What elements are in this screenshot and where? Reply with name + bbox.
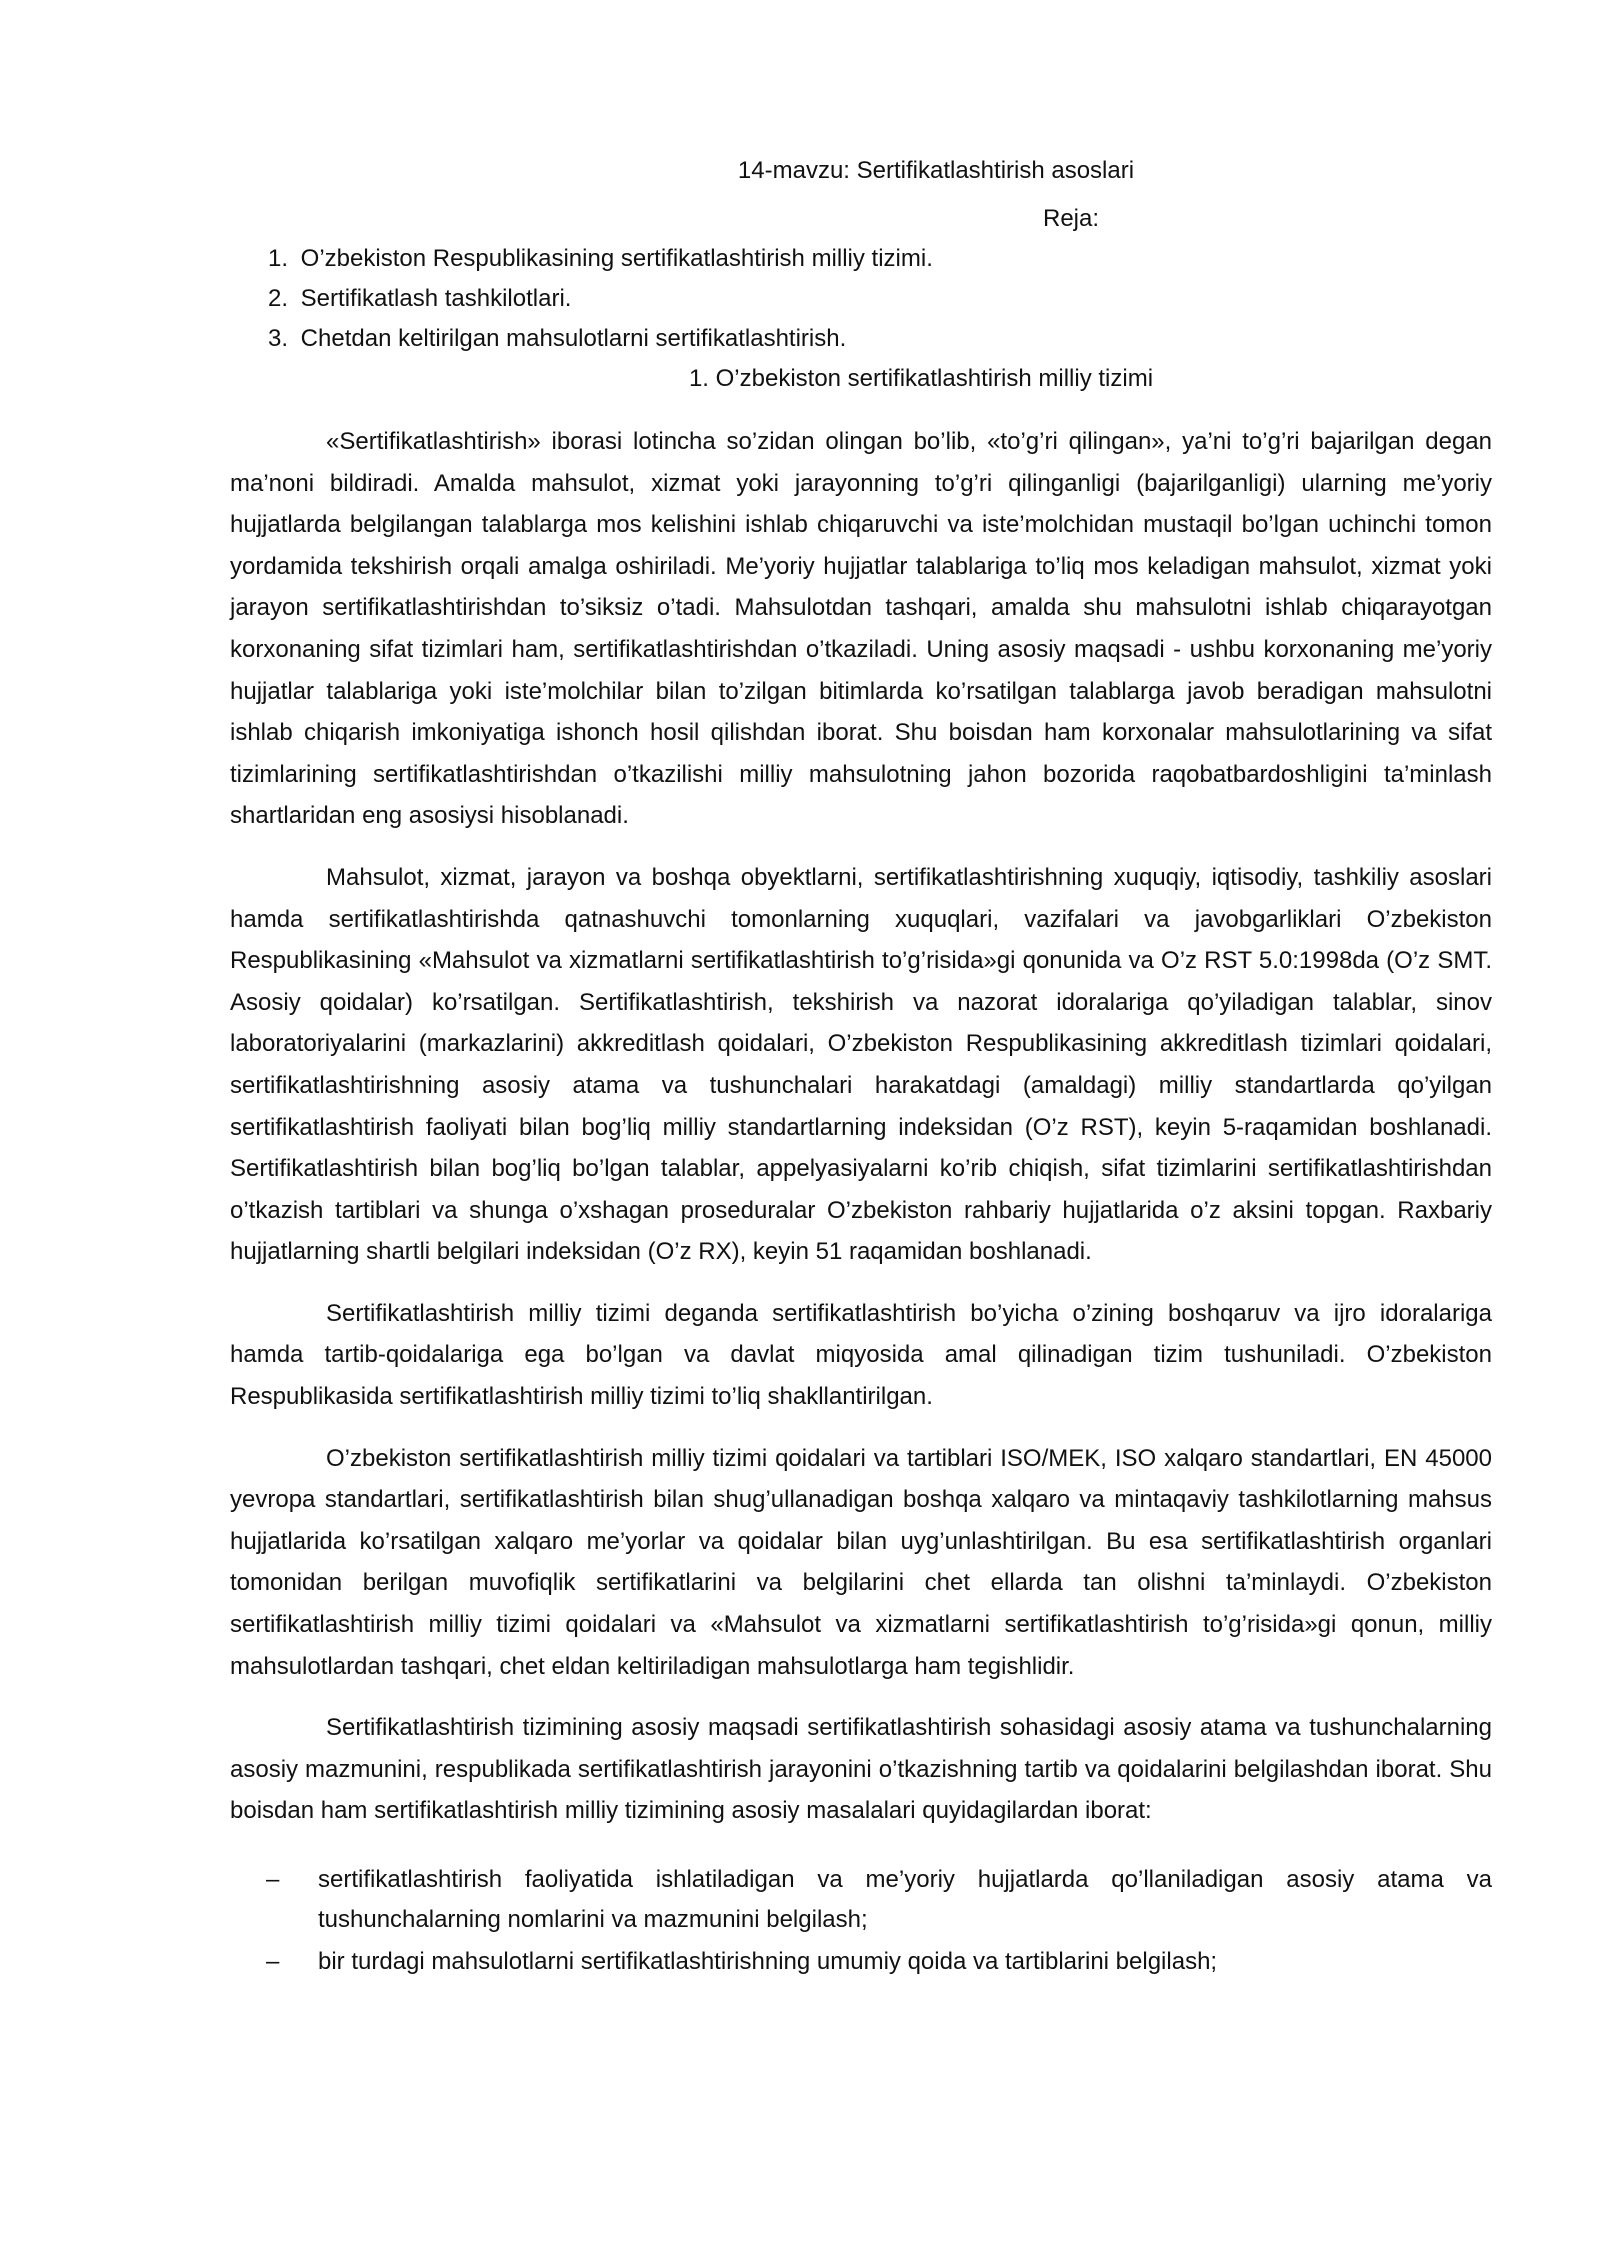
bullet-text: bir turdagi mahsulotlarni sertifikatlashtirishning umumiy qoida va tartiblarini belgilash;: [318, 1948, 1218, 1975]
document-body: [230, 150, 1492, 1984]
bullet-list: [230, 1860, 1492, 1982]
dash-bullet-icon: –: [266, 1948, 280, 1975]
plan-heading: Reja:: [1042, 205, 1100, 232]
bullet-text: sertifikatlashtirish faoliyatida ishlatiladigan va me’yoriy hujjatlarda qo’llaniladigan asosiy atama va tushunchalarning nomlarini va mazmunini belgilash;: [318, 1866, 1492, 1933]
paragraph: Sertifikatlashtirish milliy tizimi deganda sertifikatlashtirish bo’yicha o’zining boshqaruv va ijro idoralariga hamda tartib-qoidalariga ega bo’lgan va davlat miqyosida amal qilinadigan tizim tushuniladi. O’zbekiston Respublikasida sertifikatlashtirish milliy tizimi to’liq shakllantirilgan.: [230, 1299, 1492, 1411]
plan-item-text: Sertifikatlash tashkilotlari.: [300, 285, 572, 312]
paragraph: O’zbekiston sertifikatlashtirish milliy tizimi qoidalari va tartiblari ISO/MEK, ISO xalqaro standartlari, EN 45000 yevropa standartlari, sertifikatlashtirish bilan shug’ullanadigan boshqa xalqaro va mintaqaviy tashkilotlarning mahsus hujjatlarida ko’rsatilgan xalqaro me’yorlar va qoidalar bilan uyg’unlashtirilgan. Bu esa sertifikatlashtirish organlari tomonidan berilgan muvofiqlik sertifikatlarini va belgilarini chet ellarda tan olishni ta’minlaydi. O’zbekiston sertifikatlashtirish milliy tizimi qoidalari va «Mahsulot va xizmatlarni sertifikatlashtirish to’g’risida»gi qonun, milliy mahsulotlardan tashqari, chet eldan keltiriladigan mahsulotlarga ham tegishlidir.: [230, 1444, 1492, 1680]
plan-item: [230, 239, 1492, 279]
plan-item-number: 3.: [268, 325, 289, 352]
dash-bullet-icon: –: [266, 1866, 280, 1893]
paragraph: «Sertifikatlashtirish» iborasi lotincha so’zidan olingan bo’lib, «to’g’ri qilingan», ya’ni to’g’ri bajarilgan degan ma’noni bildiradi. Amalda mahsulot, xizmat yoki jarayonning to’g’ri qilinganligi (bajarilganligi) ularning me’yoriy hujjatlarda belgilangan talablarga mos kelishini ishlab chiqaruvchi va iste’molchidan mustaqil bo’lgan uchinchi tomon yordamida tekshirish orqali amalga oshiriladi. Me’yoriy hujjatlar talablariga to’liq mos keladigan mahsulot, xizmat yoki jarayon sertifikatlashtirishdan to’siksiz o’tadi. Mahsulotdan tashqari, amalda shu mahsulotni ishlab chiqarayotgan korxonaning sifat tizimlari ham, sertifikatlashtirishdan o’tkaziladi. Uning asosiy maqsadi - ushbu korxonaning me’yoriy hujjatlar talablariga yoki iste’molchilar bilan to’zilgan bitimlarda ko’rsatilgan talablarga javob beradigan mahsulotni ishlab chiqarish imkoniyatiga ishonch hosil qilishdan iborat. Shu boisdan ham korxonalar mahsulotlarining va sifat tizimlarining sertifikatlashtirishdan o’tkazilishi milliy mahsulotning jahon bozorida raqobatbardoshligini ta’minlash shartlaridan eng asosiysi hisoblanadi.: [230, 428, 1492, 830]
plan-list: [230, 239, 1492, 359]
plan-item: [230, 279, 1492, 319]
section-heading: 1. O’zbekiston sertifikatlashtirish milliy tizimi: [688, 365, 1154, 392]
plan-item-text: Chetdan keltirilgan mahsulotlarni sertifikatlashtirish.: [300, 325, 847, 352]
paragraph: Mahsulot, xizmat, jarayon va boshqa obyektlarni, sertifikatlashtirishning xuquqiy, iqtisodiy, tashkiliy asoslari hamda sertifikatlashtirishda qatnashuvchi tomonlarning xuquqlari, vazifalari va javobgarliklari O’zbekiston Respublikasining «Mahsulot va xizmatlarni sertifikatlashtirish to’g’risida»gi qonunida va O’z RST 5.0:1998da (O’z SMT. Asosiy qoidalar) ko’rsatilgan. Sertifikatlashtirish, tekshirish va nazorat idoralariga qo’yiladigan talablar, sinov laboratoriyalarini (markazlarini) akkreditlash qoidalari, O’zbekiston Respublikasining akkreditlash tizimlari qoidalari, sertifikatlashtirishning asosiy atama va tushunchalari harakatdagi (amaldagi) milliy standartlarda qo’yilgan sertifikatlashtirish faoliyati bilan bog’liq milliy standartlarning indeksidan (O’z RST), keyin 5-raqamidan boshlanadi. Sertifikatlashtirish bilan bog’liq bo’lgan talablar, appelyasiyalarni ko’rib chiqish, sifat tizimlarini sertifikatlashtirishdan o’tkazish tartiblari va shunga o’xshagan proseduralar O’zbekiston rahbariy hujjatlarida o’z aksini topgan. Raxbariy hujjatlarning shartli belgilari indeksidan (O’z RX), keyin 51 raqamidan boshlanadi.: [230, 863, 1492, 1266]
paragraph: Sertifikatlashtirish tizimining asosiy maqsadi sertifikatlashtirish sohasidagi asosiy atama va tushunchalarning asosiy mazmunini, respublikada sertifikatlashtirish jarayonini o’tkazishning tartib va qoidalarini belgilashdan iborat. Shu boisdan ham sertifikatlashtirish milliy tizimining asosiy masalalari quyidagilardan iborat:: [230, 1714, 1492, 1825]
plan-item: [230, 319, 1492, 359]
document-title: 14-mavzu: Sertifikatlashtirish asoslari: [737, 157, 1135, 184]
plan-item-text: O’zbekiston Respublikasining sertifikatlashtirish milliy tizimi.: [300, 245, 933, 272]
plan-item-number: 2.: [268, 285, 289, 312]
plan-item-number: 1.: [268, 245, 289, 272]
bullet-item: [230, 1942, 1492, 1982]
bullet-item: [230, 1860, 1492, 1940]
